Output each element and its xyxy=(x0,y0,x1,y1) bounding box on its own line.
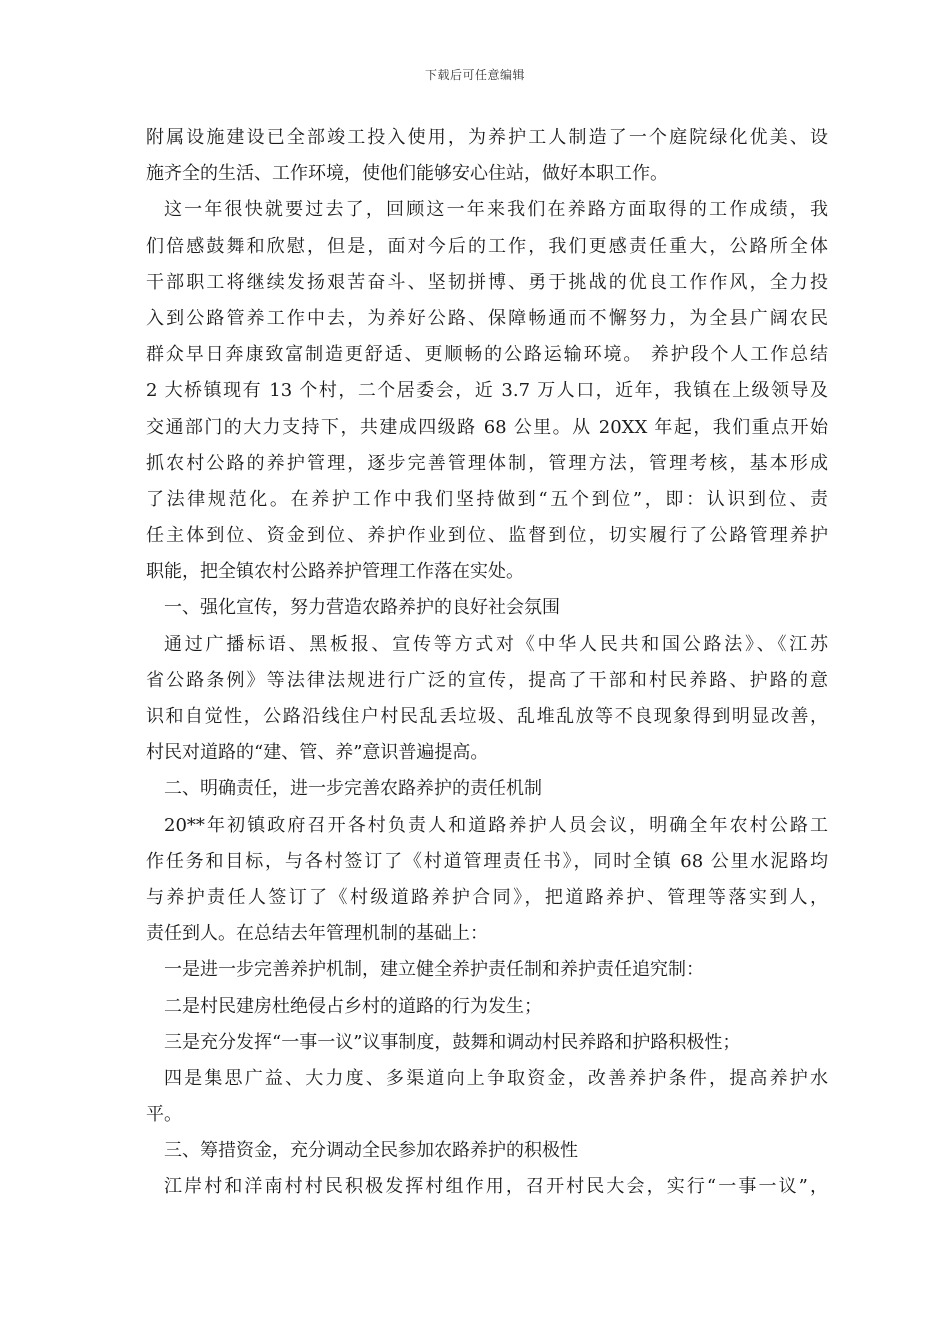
text-line: 任主体到位、资金到位、养护作业到位、监督到位，切实履行了公路管理养护 xyxy=(146,525,828,547)
document-body xyxy=(146,120,828,1206)
text-line: 施齐全的生活、工作环境，使他们能够安心住站，做好本职工作。 xyxy=(146,163,668,185)
text-line: 作任务和目标，与各村签订了《村道管理责任书》，同时全镇 68 公里水泥路均 xyxy=(146,850,828,872)
header-note: 下载后可任意编辑 xyxy=(424,68,525,82)
text-line: 江岸村和洋南村村民积极发挥村组作用，召开村民大会，实行“一事一议”， xyxy=(164,1176,828,1198)
text-line: 2 大桥镇现有 13 个村，二个居委会，近 3.7 万人口，近年，我镇在上级领导及 xyxy=(146,380,828,402)
text-line: 二是村民建房杜绝侵占乡村的道路的行为发生； xyxy=(164,995,542,1017)
text-line: 村民对道路的“建、管、养”意识普遍提高。 xyxy=(146,742,489,764)
text-line: 一是进一步完善养护机制，建立健全养护责任制和养护责任追究制： xyxy=(164,959,704,981)
text-line: 四是集思广益、大力度、多渠道向上争取资金，改善养护条件，提高养护水 xyxy=(164,1067,828,1089)
text-line: 职能，把全镇农村公路养护管理工作落在实处。 xyxy=(146,561,524,583)
text-line: 抓农村公路的养护管理，逐步完善管理体制，管理方法，管理考核，基本形成 xyxy=(146,452,828,474)
text-line: 责任到人。在总结去年管理机制的基础上： xyxy=(146,923,488,945)
text-line: 省公路条例》等法律法规进行广泛的宣传，提高了干部和村民养路、护路的意 xyxy=(146,669,828,691)
text-line: 三是充分发挥“一事一议”议事制度，鼓舞和调动村民养路和护路积极性； xyxy=(164,1031,741,1053)
text-line: 附属设施建设已全部竣工投入使用，为养护工人制造了一个庭院绿化优美、设 xyxy=(146,127,828,148)
text-line: 们倍感鼓舞和欣慰，但是，面对今后的工作，我们更感责任重大，公路所全体 xyxy=(146,235,828,257)
text-line: 三、筹措资金，充分调动全民参加农路养护的积极性 xyxy=(164,1140,578,1162)
text-line: 干部职工将继续发扬艰苦奋斗、坚韧拼博、勇于挑战的优良工作作风，全力投 xyxy=(146,271,828,293)
text-line: 这一年很快就要过去了，回顾这一年来我们在养路方面取得的工作成绩，我 xyxy=(164,199,828,221)
text-line: 交通部门的大力支持下，共建成四级路 68 公里。从 20XX 年起，我们重点开始 xyxy=(146,416,828,438)
text-line: 群众早日奔康致富制造更舒适、更顺畅的公路运输环境。 养护段个人工作总结 xyxy=(146,344,828,366)
text-line: 识和自觉性，公路沿线住户村民乱丢垃圾、乱堆乱放等不良现象得到明显改善， xyxy=(146,706,828,727)
text-line: 了法律规范化。在养护工作中我们坚持做到“五个到位”，即：认识到位、责 xyxy=(146,488,828,510)
text-line: 入到公路管养工作中去，为养好公路、保障畅通而不懈努力，为全县广阔农民 xyxy=(146,307,828,329)
text-line: 通过广播标语、黑板报、宣传等方式对《中华人民共和国公路法》、《江苏 xyxy=(164,633,828,655)
text-line: 20**年初镇政府召开各村负责人和道路养护人员会议，明确全年农村公路工 xyxy=(164,814,828,836)
text-line: 二、明确责任，进一步完善农路养护的责任机制 xyxy=(164,778,542,800)
text-line: 平。 xyxy=(146,1104,182,1126)
text-line: 与养护责任人签订了《村级道路养护合同》，把道路养护、管理等落实到人， xyxy=(146,886,828,908)
text-line: 一、强化宣传，努力营造农路养护的良好社会氛围 xyxy=(164,597,560,619)
